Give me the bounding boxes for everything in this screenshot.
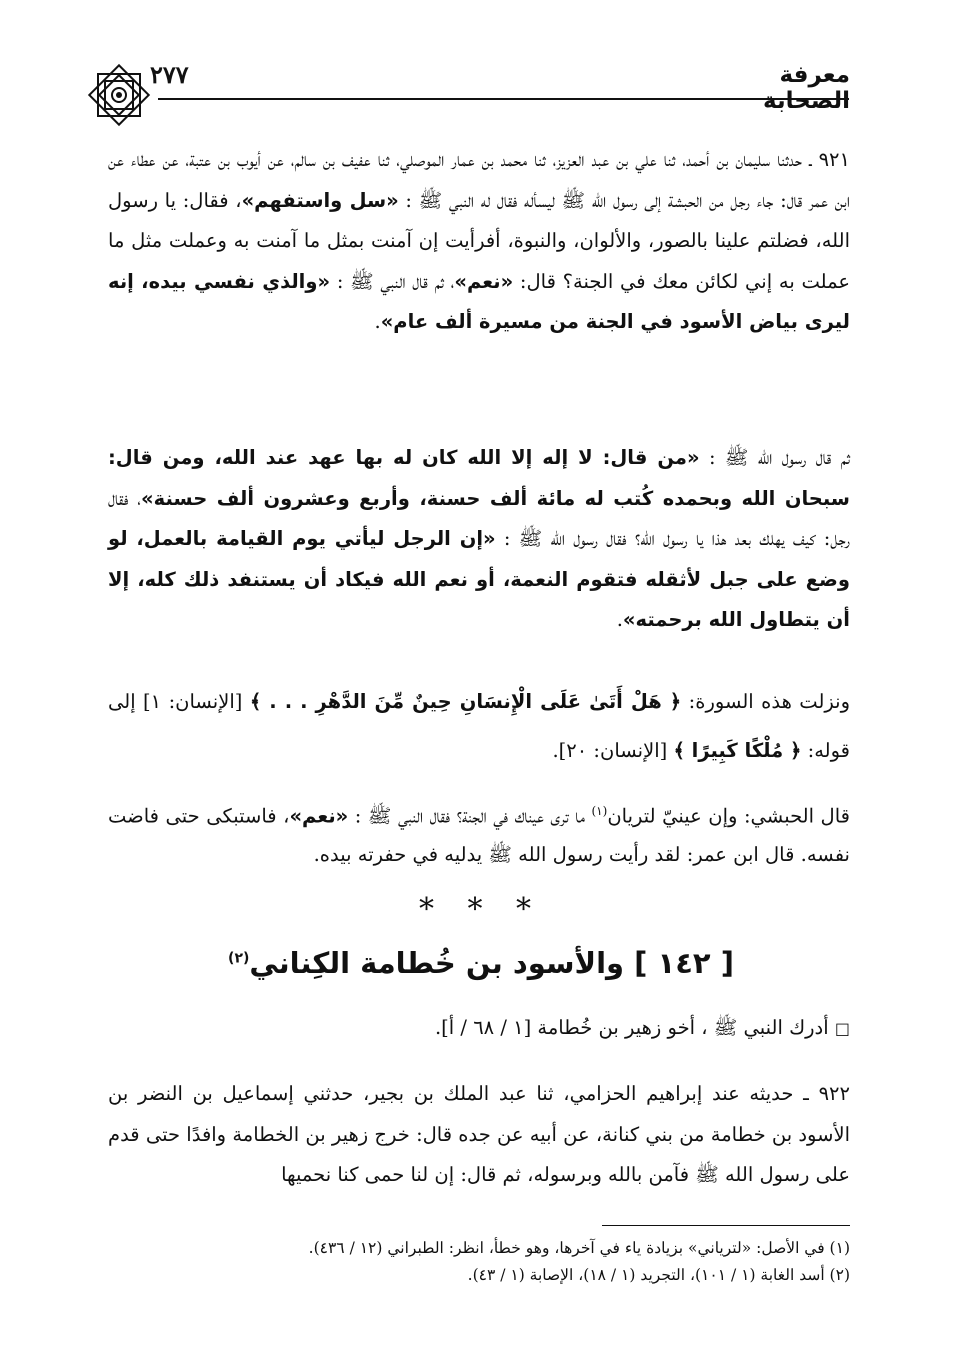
section-heading: [ ١٤٢ ] والأسود بن خُطامة الكِناني$^{(٢)}$: [228, 946, 734, 980]
footnote-1: (١) في الأصل: «لترياني» بزيادة ياء في آخرها، وهو خطأ، انظر: الطبراني (١٢ / ٤٣٦).: [308, 1239, 850, 1257]
tahlil-hadith-paragraph: ثم قال رسول الله ﷺ : «من قال: لا إله إلا الله كان له بها عهد عند الله، ومن قال: سبحان الله وبحمده كُتب له مائة ألف حسنة، وأربع وعشرون ألف حسنة»، فقال رجل: كيف يهلك بعد هذا يا رسول الله؟ فقال رسول الله ﷺ : «إن الرجل ليأتي يوم القيامة بالعمل، لو وضع على جبل لأثقله فتقوم النعمة، أو نعم الله فيكاد أن يستنفد ذلك كله، إلا أن يتطاول الله برحمته».: [108, 446, 851, 631]
section-separator: * * *: [418, 892, 544, 927]
surah-line-1: ونزلت هذه السورة: ﴿ هَلْ أَتَىٰ عَلَى الْإِنسَانِ حِينٌ مِّنَ الدَّهْرِ . . . ﴾ [الإنسان: ١] إلى: [108, 690, 850, 713]
hadith-921-paragraph: ٩٢١ ـ حدثنا سليمان بن أحمد، ثنا علي بن عبد العزيز، ثنا محمد بن عمار الموصلي، ثنا عفيف بن سالم، عن أيوب بن عتبة، عن عطاء عن ابن عمر قال: جاء رجل من الحبشة إلى رسول الله ﷺ ليسأله فقال له النبي ﷺ : «سل واستفهم»، فقال: يا رسول الله، فضلتم علينا بالصور، والألوان، والنبوة، أفرأيت إن آمنت بمثل ما آمنت به وعملت مثل ما عملت به إني لكائن معك في الجنة؟ قال: «نعم»، ثم قال النبي ﷺ : «والذي نفسي بيده، إنه ليرى بياض الأسود في الجنة من مسيرة ألف عام».: [108, 148, 851, 333]
habashi-paragraph: قال الحبشي: وإن عينيّ لتريان$^{(١)}$ ما ترى عيناك في الجنة؟ فقال النبي ﷺ : «نعم»، فاستبكى حتى فاضت نفسه. قال ابن عمر: لقد رأيت رسول الله ﷺ يدليه في حفرته بيده.: [108, 804, 850, 866]
companion-note: □ أدرك النبي ﷺ ، أخو زهير بن خُطامة [١ / ٦٨ / أ].: [434, 1016, 850, 1039]
running-title: معرفة الصحابة: [763, 62, 850, 114]
surah-line-2: قوله: ﴿ مُلْكًا كَبِيرًا ﴾ [الإنسان: ٢٠].: [552, 739, 850, 762]
eight-point-star-ornament-icon: [84, 60, 154, 130]
footnote-2: (٢) أسد الغابة (١ / ١٠١)، التجريد (١ / ١٨)، الإصابة (١ / ٤٣).: [467, 1266, 850, 1284]
hadith-922-paragraph: ٩٢٢ ـ حديثه عند إبراهيم الحزامي، ثنا عبد الملك بن بجير، حدثني إسماعيل بن النضر بن الأسود بن خطامة من بني كنانة، عن أبيه عن جده قال: خرج زهير بن الخطامة وافدًا حتى قدم على رسول الله ﷺ فآمن بالله وبرسوله، ثم قال: إن لنا حمى كنا نحميها: [108, 1082, 850, 1186]
square-bullet-icon: □: [834, 1019, 850, 1038]
footnote-rule: [602, 1225, 850, 1226]
page-number: ٢٧٧: [150, 60, 189, 89]
header-rule: [158, 98, 849, 100]
